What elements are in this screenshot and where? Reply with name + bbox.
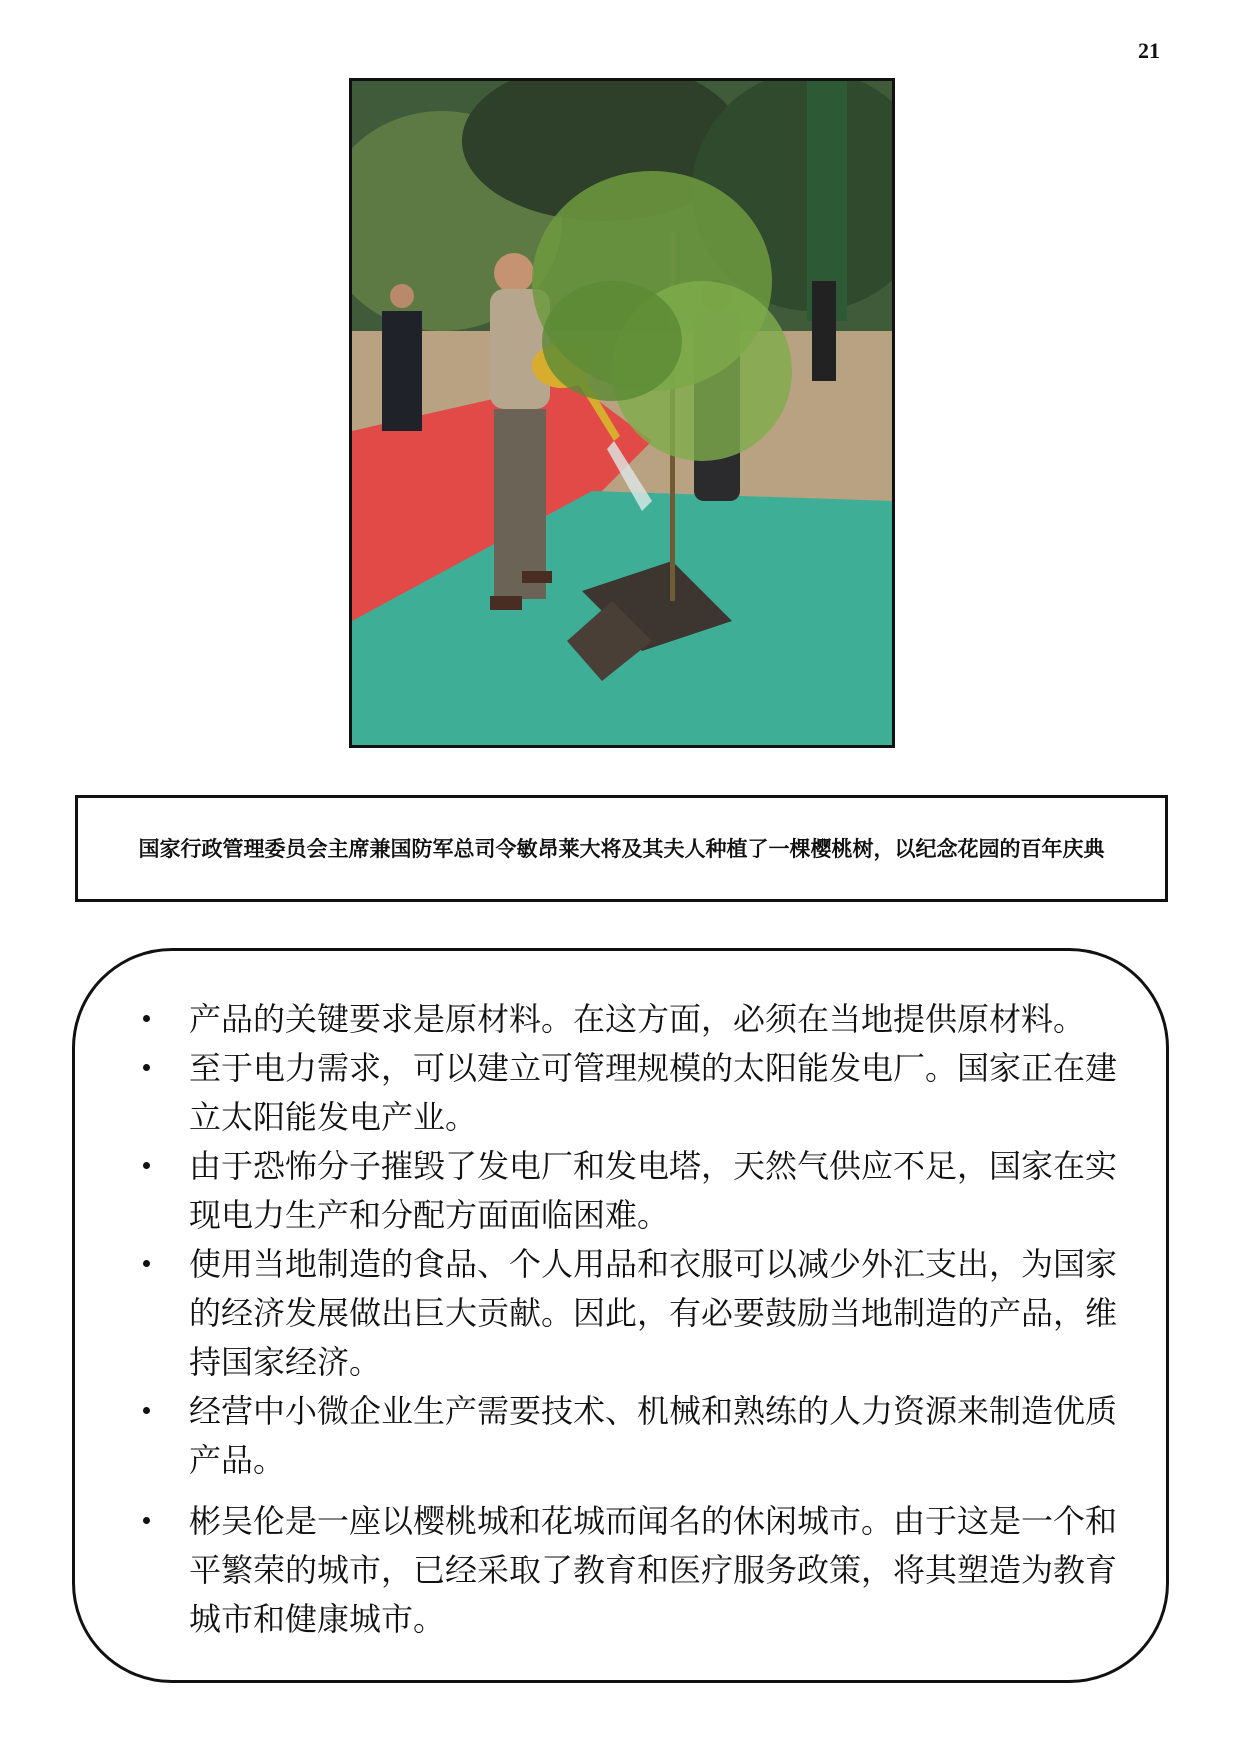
bullet-text: 至于电力需求，可以建立可管理规模的太阳能发电厂。国家正在建立太阳能发电产业。 <box>189 1049 1118 1136</box>
bullet-dot-icon <box>143 1162 150 1169</box>
caption-text: 国家行政管理委员会主席兼国防军总司令敏昂莱大将及其夫人种植了一棵樱桃树，以纪念花园的百年庆典 <box>138 836 1105 861</box>
list-item <box>109 1240 1120 1387</box>
list-item <box>109 1142 1120 1240</box>
page-number: 21 <box>1138 38 1160 63</box>
tree-planting-photo-icon <box>352 81 892 745</box>
list-item <box>109 995 1120 1044</box>
list-item <box>109 1044 1120 1142</box>
bullet-panel <box>72 948 1169 1683</box>
bullet-text: 经营中小微企业生产需要技术、机械和熟练的人力资源来制造优质产品。 <box>189 1392 1118 1479</box>
photo <box>349 78 895 748</box>
bullet-text: 产品的关键要求是原材料。在这方面，必须在当地提供原材料。 <box>189 1000 1086 1038</box>
list-item <box>109 1497 1120 1644</box>
list-item <box>109 1387 1120 1485</box>
bullet-text: 使用当地制造的食品、个人用品和衣服可以减少外汇支出，为国家的经济发展做出巨大贡献。因此，有必要鼓励当地制造的产品，维持国家经济。 <box>189 1245 1118 1381</box>
bullet-dot-icon <box>143 1407 150 1414</box>
bullet-text: 彬吴伦是一座以樱桃城和花城而闻名的休闲城市。由于这是一个和平繁荣的城市，已经采取了教育和医疗服务政策，将其塑造为教育城市和健康城市。 <box>189 1502 1118 1638</box>
bullet-dot-icon <box>143 1064 150 1071</box>
bullet-dot-icon <box>143 1517 150 1524</box>
bullet-dot-icon <box>143 1260 150 1267</box>
bullet-dot-icon <box>143 1015 150 1022</box>
photo-caption <box>75 795 1168 902</box>
bullet-text: 由于恐怖分子摧毁了发电厂和发电塔，天然气供应不足，国家在实现电力生产和分配方面面临困难。 <box>189 1147 1118 1234</box>
bullet-list <box>109 995 1120 1644</box>
